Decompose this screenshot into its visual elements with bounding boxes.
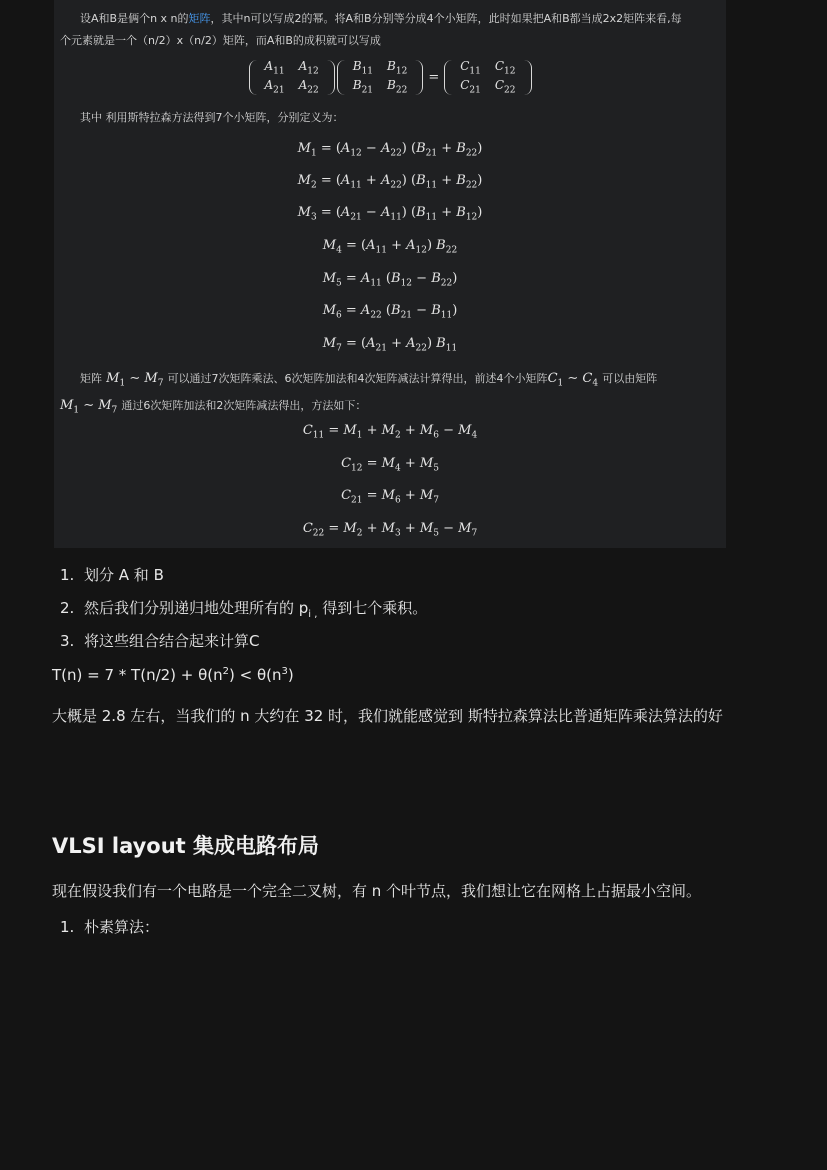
matrix-a: $A_{11}$ $A_{12}$ $A_{21}$ $A_{22}$ <box>248 58 336 97</box>
equation-c12: $C_{12} = M_4 + M_5$ <box>341 456 439 474</box>
equation-c22: $C_{22} = M_2 + M_3 + M_5 - M_7$ <box>302 521 478 539</box>
equation-m5: $M_5 = A_{11}$ $(B_{12} - B_{22})$ <box>322 271 458 289</box>
intro-text-3: 个元素就是一个（n/2）x（n/2）矩阵，而A和B的成积就可以写成 <box>60 34 381 47</box>
figure-intro <box>60 8 720 52</box>
figure-summary: 矩阵 $M_1$ ∼ $M_7$ 可以通过7次矩阵乘法、6次矩阵加法和4次矩阵减法计算得出，前述4个小矩阵$C_1$ ∼ $C_4$ 可以由矩阵 $M_1$ ∼ $M_7$ 通过6次矩阵加法和2次矩阵减法得出，方法如下： <box>60 371 658 416</box>
matrix-link[interactable]: 矩阵 <box>188 12 211 25</box>
block-matrix-equation: $A_{11}$ $A_{12}$ $A_{21}$ $A_{22}$ $B_{11}$ $B_{12}$ $B_{21}$ $B_{22}$ = $C_{11}$ $C_{12}$ $C_{21}$ $C_{22}$ <box>54 58 726 97</box>
equation-c11: $C_{11} = M_1 + M_2 + M_6 - M_4$ <box>302 423 478 441</box>
list-item: 1. 朴素算法： <box>60 918 160 936</box>
equation-m4: $M_4 = (A_{11} + A_{12})$ $B_{22}$ <box>322 238 458 256</box>
equation-m7: $M_7 = (A_{21} + A_{22})$ $B_{11}$ <box>322 336 458 354</box>
equation-m6: $M_6 = A_{22}$ $(B_{21} - B_{11})$ <box>322 303 458 321</box>
intro-text-2: ，其中n可以写成2的幂。将A和B分别等分成4个小矩阵，此时如果把A和B都当成2x2矩阵来看,每 <box>210 12 682 25</box>
equation-m1: $M_1 = (A_{12} - A_{22}) (B_{21} + B_{22})$ <box>297 141 483 159</box>
intro-text: 设A和B是俩个n x n的 <box>80 12 189 25</box>
list-item: 3. 将这些组合结合起来计算C <box>60 632 260 650</box>
equation-m3: $M_3 = (A_{21} - A_{11}) (B_{11} + B_{12})$ <box>297 205 483 223</box>
equation-c21: $C_{21} = M_6 + M_7$ <box>341 488 439 506</box>
section-paragraph: 现在假设我们有一个电路是一个完全二叉树，有 n 个叶节点，我们想让它在网格上占据最小空间。 <box>52 882 702 900</box>
list-item: 1. 划分 A 和 B <box>60 566 164 584</box>
matrix-b: $B_{11}$ $B_{12}$ $B_{21}$ $B_{22}$ <box>336 58 425 97</box>
recurrence-formula: $T(n) = 7 * T(n/2) + \theta(n^2) < \theta(n^3)$ <box>52 666 294 684</box>
strassen-intro: 其中 利用斯特拉森方法得到7个小矩阵，分别定义为： <box>80 111 344 124</box>
complexity-note: 大概是 2.8 左右，当我们的 n 大约在 32 时，我们就能感觉到 斯特拉森算法比普通矩阵乘法算法的好 <box>52 707 723 725</box>
matrix-c: $C_{11}$ $C_{12}$ $C_{21}$ $C_{22}$ <box>443 58 532 97</box>
equation-m2: $M_2 = (A_{11} + A_{22}) (B_{11} + B_{22})$ <box>297 173 483 191</box>
section-heading: VLSI layout 集成电路布局 <box>52 834 320 858</box>
list-item: 2. 然后我们分别递归地处理所有的 $p_{i ,}$ 得到七个乘积。 <box>60 599 428 620</box>
strassen-figure <box>54 0 726 548</box>
